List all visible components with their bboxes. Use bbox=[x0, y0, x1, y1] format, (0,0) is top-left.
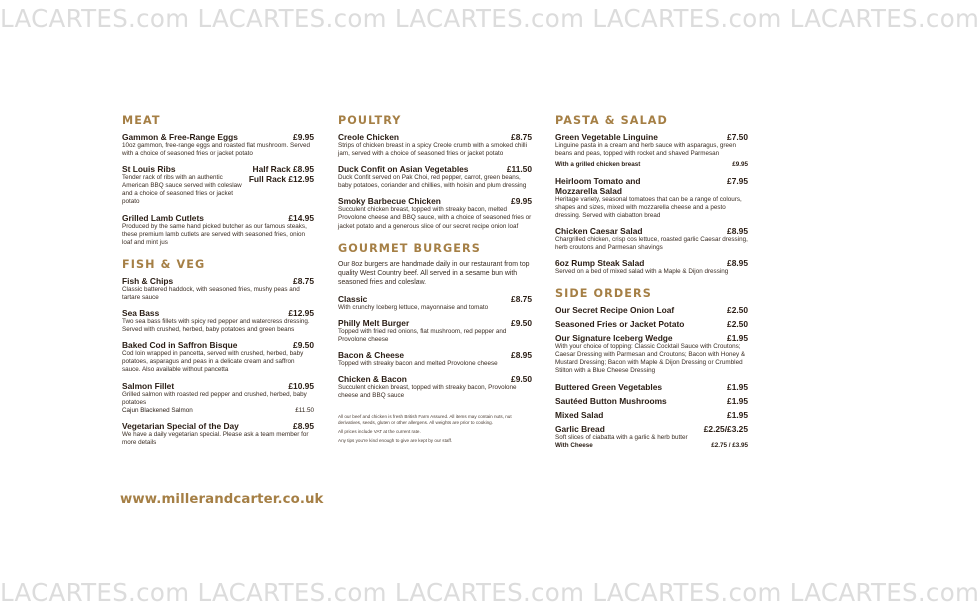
menu-item bbox=[555, 132, 748, 170]
item-name: Gammon & Free-Range Eggs bbox=[122, 132, 238, 142]
item-price: £8.95 bbox=[727, 225, 748, 236]
item-name: St Louis Ribs bbox=[122, 164, 176, 175]
item-description: Linguine pasta in a cream and herb sauce with asparagus, green beans and peas, topped with rocket and shaved Parmesan bbox=[555, 142, 736, 158]
item-name: Mixed Salad bbox=[555, 409, 604, 420]
item-description: Soft slices of ciabatta with a garlic & herb butter bbox=[555, 433, 688, 441]
menu-item bbox=[122, 132, 314, 158]
item-price: £7.95 bbox=[727, 175, 748, 186]
pasta-heading: PASTA & SALAD bbox=[555, 114, 668, 127]
footnote: Any tips you're kind enough to give are kept by our staff. bbox=[338, 438, 453, 444]
item-price: £9.95 bbox=[293, 132, 314, 142]
menu-item bbox=[555, 382, 748, 392]
item-price: £1.95 bbox=[727, 333, 748, 344]
item-name: Vegetarian Special of the Day bbox=[122, 421, 239, 432]
variant-price: £2.75 / £3.95 bbox=[711, 441, 748, 449]
item-variant bbox=[555, 161, 748, 169]
item-name: Chicken Caesar Salad bbox=[555, 225, 643, 236]
item-price: £9.95 bbox=[511, 196, 532, 207]
item-price: £8.95 bbox=[293, 421, 314, 432]
item-name: Salmon Fillet bbox=[122, 380, 175, 391]
item-name: Sea Bass bbox=[122, 308, 160, 319]
item-name: Heirloom Tomato and Mozzarella Salad bbox=[555, 175, 641, 196]
item-description: Classic battered haddock, with seasoned fries, mushy peas and tartare sauce bbox=[122, 285, 300, 301]
item-price: £9.50 bbox=[511, 317, 532, 328]
item-description: Topped with streaky bacon and melted Provolone cheese bbox=[338, 359, 498, 367]
item-name: Baked Cod in Saffron Bisque bbox=[122, 340, 238, 351]
watermark-bottom: LACARTES.com LACARTES.com LACARTES.com LACARTES.com LACARTES.com bbox=[0, 578, 979, 607]
item-price: £2.50 bbox=[727, 319, 748, 330]
item-price: £10.95 bbox=[288, 380, 314, 391]
item-variant bbox=[555, 442, 748, 450]
item-name: Chicken & Bacon bbox=[338, 374, 407, 385]
item-name: Seasoned Fries or Jacket Potato bbox=[555, 319, 685, 330]
item-description: Succulent chicken breast, topped with streaky bacon, Provolone cheese and BBQ sauce bbox=[338, 384, 517, 400]
item-price: £2.50 bbox=[727, 305, 748, 316]
item-name: Green Vegetable Linguine bbox=[555, 132, 658, 142]
item-price: £1.95 bbox=[727, 395, 748, 406]
item-name: Fish & Chips bbox=[122, 275, 174, 286]
item-description: Strips of chicken breast in a spicy Creole crumb with a smoked chilli jam, served with a choice of seasoned fries or jacket potato bbox=[338, 142, 527, 158]
middle-column bbox=[338, 114, 532, 447]
item-name: Sautéed Button Mushrooms bbox=[555, 395, 667, 406]
item-description: Topped with fried red onions, flat mushroom, red pepper and Provolone cheese bbox=[338, 327, 507, 343]
menu-item bbox=[338, 318, 532, 344]
menu-item bbox=[338, 132, 532, 158]
item-description: Produced by the same hand picked butcher as our famous steaks, these premium lamb cutlets are served with seasoned fries, onion loaf and mint jus bbox=[122, 222, 307, 246]
footnote: All prices include VAT at the current rate. bbox=[338, 429, 421, 435]
item-price: £1.95 bbox=[727, 381, 748, 392]
item-price-full: Full Rack £12.95 bbox=[248, 174, 314, 185]
item-description: With crunchy Iceberg lettuce, mayonnaise and tomato bbox=[338, 303, 489, 311]
item-price: £7.50 bbox=[727, 132, 748, 142]
menu-item bbox=[122, 213, 314, 247]
item-description: Served on a bed of mixed salad with a Maple & Dijon dressing bbox=[555, 268, 729, 276]
item-name: Grilled Lamb Cutlets bbox=[122, 212, 204, 223]
menu-item bbox=[555, 176, 748, 220]
item-variant bbox=[122, 407, 314, 415]
item-price: £8.75 bbox=[511, 293, 532, 304]
item-description: Succulent chicken breast, topped with streaky bacon, melted Provolone cheese and BBQ sauce, with a choice of seasoned fries or jacket potato and a generous slice of our secret recipe onion loaf bbox=[338, 206, 532, 230]
item-price-half: Half Rack £8.95 bbox=[252, 164, 314, 175]
poultry-heading: POULTRY bbox=[338, 114, 402, 127]
item-name: Duck Confit on Asian Vegetables bbox=[338, 164, 469, 175]
item-description: Chargrilled chicken, crisp cos lettuce, roasted garlic Caesar dressing, herb croutons and Parmesan shavings bbox=[555, 235, 748, 251]
item-description: We have a daily vegetarian special. Please ask a team member for more details bbox=[122, 431, 309, 447]
item-name: Classic bbox=[338, 293, 368, 304]
item-price: £14.95 bbox=[288, 212, 314, 223]
menu-item bbox=[122, 381, 314, 416]
item-description: 10oz gammon, free-range eggs and roasted flat mushroom. Served with a choice of seasoned fries or jacket potato bbox=[122, 142, 310, 158]
menu-item bbox=[122, 276, 314, 302]
item-price: £1.95 bbox=[727, 409, 748, 420]
menu-item bbox=[122, 308, 314, 334]
item-price: £2.25/£3.25 bbox=[703, 423, 748, 434]
menu-item bbox=[555, 396, 748, 406]
item-name: Smoky Barbecue Chicken bbox=[338, 196, 441, 207]
menu-item bbox=[338, 164, 532, 190]
menu-item bbox=[338, 350, 532, 368]
variant-price: £11.50 bbox=[295, 406, 314, 414]
item-price: £9.50 bbox=[511, 374, 532, 385]
item-description: Grilled salmon with roasted red pepper and crushed, herbed, baby potatoes bbox=[122, 390, 307, 406]
item-price: £8.75 bbox=[293, 275, 314, 286]
variant-name: With a grilled chicken breast bbox=[555, 161, 641, 169]
item-description: Tender rack of ribs with an authentic American BBQ sauce served with coleslaw and a choice of seasoned fries or jacket potato bbox=[122, 174, 242, 206]
item-price: £8.95 bbox=[727, 258, 748, 269]
item-name: Buttered Green Vegetables bbox=[555, 381, 663, 392]
menu-item bbox=[555, 333, 748, 375]
item-name: Philly Melt Burger bbox=[338, 317, 410, 328]
item-name: Our Secret Recipe Onion Loaf bbox=[555, 305, 675, 316]
item-price: £8.95 bbox=[511, 349, 532, 360]
item-description: With your choice of topping: Classic Cocktail Sauce with Croutons; Caesar Dressing with Parmesan and Croutons; Bacon with Honey & Mustard Dressing; Bacon with Maple & Dijon Dressing or Crumbled Stilton with a Blue Cheese Dressing bbox=[555, 343, 746, 375]
burgers-heading: GOURMET BURGERS bbox=[338, 241, 481, 255]
variant-name: With Cheese bbox=[555, 441, 593, 449]
item-price: £9.50 bbox=[293, 340, 314, 351]
sides-heading: SIDE ORDERS bbox=[555, 287, 652, 301]
meat-heading: MEAT bbox=[122, 114, 161, 127]
menu-item bbox=[555, 410, 748, 420]
menu-item bbox=[555, 258, 748, 276]
menu-item bbox=[338, 294, 532, 312]
footnotes bbox=[338, 414, 532, 444]
menu-item bbox=[122, 340, 314, 374]
variant-name: Cajun Blackened Salmon bbox=[122, 406, 193, 414]
watermark-top: LACARTES.com LACARTES.com LACARTES.com LACARTES.com LACARTES.com bbox=[0, 4, 979, 33]
menu-item bbox=[555, 424, 748, 451]
item-description: Duck Confit served on Pak Choi, red pepper, carrot, green beans, baby potatoes, coriander and chillies, with hoisin and plum dressing bbox=[338, 174, 527, 190]
menu-item bbox=[338, 374, 532, 400]
fish-heading: FISH & VEG bbox=[122, 257, 206, 271]
item-name: Our Signature Iceberg Wedge bbox=[555, 333, 673, 344]
item-name: Garlic Bread bbox=[555, 423, 605, 434]
item-price: £11.50 bbox=[506, 164, 532, 175]
item-description: Heritage variety, seasonal tomatoes that can be a range of colours, shapes and sizes, mixed with mozzarella cheese and a pesto dressing. Served with ciabatton bread bbox=[555, 195, 742, 219]
item-name: 6oz Rump Steak Salad bbox=[555, 258, 645, 269]
item-description: Two sea bass fillets with spicy red pepper and watercress dressing. Served with crushed, herbed, baby potatoes and green beans bbox=[122, 318, 310, 334]
menu-item bbox=[555, 305, 748, 315]
item-name: Creole Chicken bbox=[338, 132, 399, 142]
menu-item bbox=[555, 319, 748, 329]
menu-item bbox=[122, 164, 314, 206]
menu-item bbox=[122, 421, 314, 447]
item-name: Bacon & Cheese bbox=[338, 349, 405, 360]
website-link[interactable]: www.millerandcarter.co.uk bbox=[120, 492, 324, 507]
right-column bbox=[555, 114, 748, 456]
item-price: £8.75 bbox=[511, 132, 532, 142]
item-price: £12.95 bbox=[288, 308, 314, 319]
left-column bbox=[122, 114, 314, 453]
burgers-intro: Our 8oz burgers are handmade daily in our restaurant from top quality West Country beef. All served in a sesame bun with seasoned fries and coleslaw. bbox=[338, 260, 530, 286]
footnote: All our beef and chicken is fresh British Farm Assured. All items may contain nuts, nut derivatives, seeds, gluten or other allergens. All weights are prior to cooking. bbox=[338, 414, 512, 426]
menu-item bbox=[338, 196, 532, 230]
variant-price: £9.95 bbox=[732, 161, 748, 169]
menu-item bbox=[555, 226, 748, 252]
item-description: Cod loin wrapped in pancetta, served with crushed, herbed, baby potatoes, asparagus and peas in a delicate cream and saffron sauce. Also available without pancetta bbox=[122, 350, 304, 374]
